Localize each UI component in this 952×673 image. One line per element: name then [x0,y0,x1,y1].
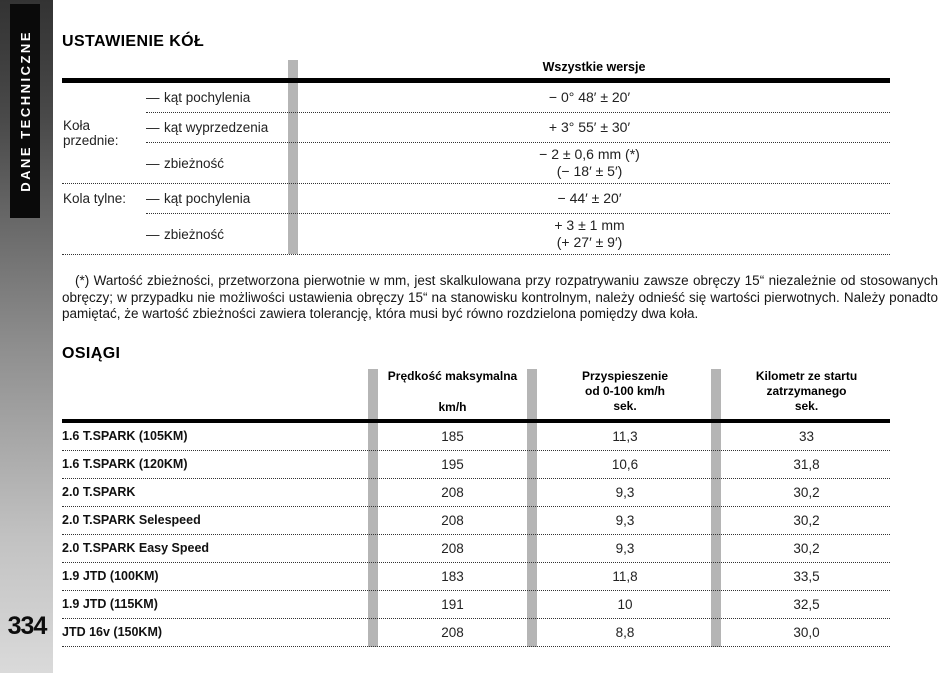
model-name: 1.9 JTD (100KM) [62,569,159,583]
table-row [62,563,890,591]
parameter-value: + 3 ± 1 mm (+ 27′ ± 9′) [554,217,625,250]
table-row [62,619,890,647]
group-label: Kola tylne: [63,191,127,206]
max-speed-value: 195 [441,456,464,472]
front-wheels-group [62,83,890,183]
max-speed-value: 185 [441,428,464,444]
header-standing-km: Kilometr ze startu zatrzymanego sek. [755,368,858,413]
table-header-row [62,60,890,78]
parameter-label: kąt pochylenia [164,90,251,105]
parameter-value: − 0° 48′ ± 20′ [548,89,631,105]
table-row [62,591,890,619]
parameter-label: zbieżność [164,155,225,171]
wheel-alignment-table [62,60,890,255]
table-row [146,142,890,183]
model-name: 1.6 T.SPARK (120KM) [62,457,188,471]
rear-wheels-group [62,183,890,254]
model-name: 2.0 T.SPARK [62,485,136,499]
standing-km-value: 30,0 [793,624,820,640]
page-number: 334 [7,612,47,640]
chapter-tab [10,4,40,218]
parameter-value: + 3° 55′ ± 30′ [548,119,631,135]
parameter-value: − 44′ ± 20′ [557,190,622,206]
standing-km-value: 30,2 [793,540,820,556]
table-row [62,535,890,563]
dash-marker: — [146,90,160,105]
parameter-label: kąt pochylenia [164,191,251,206]
table-row [62,479,890,507]
sidebar-gradient-strip [0,0,53,673]
header-acceleration: Przyspieszenie od 0-100 km/h sek. [581,368,669,413]
standing-km-value: 31,8 [793,456,820,472]
parameter-label: kąt wyprzedzenia [164,120,269,135]
parameter-value: − 2 ± 0,6 mm (*) (− 18′ ± 5′) [539,146,640,179]
standing-km-value: 30,2 [793,484,820,500]
page-content [62,0,940,647]
model-name: 1.9 JTD (115KM) [62,597,158,611]
max-speed-value: 208 [441,624,464,640]
table-row [62,507,890,535]
group-label: Koła przednie: [63,118,119,148]
max-speed-value: 208 [441,540,464,556]
acceleration-value: 11,3 [612,428,638,444]
acceleration-value: 9,3 [615,484,635,500]
header-max-speed: Prędkość maksymalna km/h [387,368,518,414]
toe-in-footnote: (*) Wartość zbieżności, przetworzona pierwotnie w mm, jest skalkulowana przy rozpatrywaniu zawsze obręczy 15“ niezależnie od stosowanych obręczy; w przypadku nie możliwości ustawienia obręczy 15“ na stanowisku kontrolnym, należy odnieść się wartości pierwotnych. Należy ponadto pamiętać, że wartość zbieżności zawiera tolerancję, która musi być równo rozdzielona pomiędzy dwa koła. [62,273,938,321]
max-speed-value: 208 [441,512,464,528]
standing-km-value: 32,5 [793,596,820,612]
standing-km-value: 33 [798,428,815,444]
dash-marker: — [146,226,160,242]
acceleration-value: 8,8 [615,624,635,640]
acceleration-value: 11,8 [612,568,638,584]
table-row [146,213,890,254]
max-speed-value: 208 [441,484,464,500]
acceleration-value: 10,6 [611,456,639,472]
model-name: 2.0 T.SPARK Easy Speed [62,541,210,555]
table-row [62,423,890,451]
dash-marker: — [146,191,160,206]
table-row [146,83,890,112]
performance-header-row [62,369,890,419]
table-row [62,451,890,479]
standing-km-value: 33,5 [793,568,820,584]
model-name: 1.6 T.SPARK (105KM) [62,429,188,443]
model-name: JTD 16v (150KM) [62,625,163,639]
all-versions-header: Wszystkie wersje [542,60,646,74]
model-name: 2.0 T.SPARK Selespeed [62,513,201,527]
section-title-wheel-alignment: USTAWIENIE KÓŁ [62,33,205,50]
dash-marker: — [146,155,160,171]
acceleration-value: 9,3 [615,540,635,556]
acceleration-value: 9,3 [615,512,635,528]
max-speed-value: 183 [441,568,464,584]
parameter-label: zbieżność [164,226,225,242]
dash-marker: — [146,120,160,135]
table-row [146,112,890,142]
acceleration-value: 10 [617,596,633,612]
table-row [146,184,890,213]
max-speed-value: 191 [441,596,464,612]
chapter-tab-label: DANE TECHNICZNE [17,30,33,192]
performance-table [62,369,890,647]
standing-km-value: 30,2 [793,512,820,528]
section-title-performance: OSIĄGI [62,344,121,362]
